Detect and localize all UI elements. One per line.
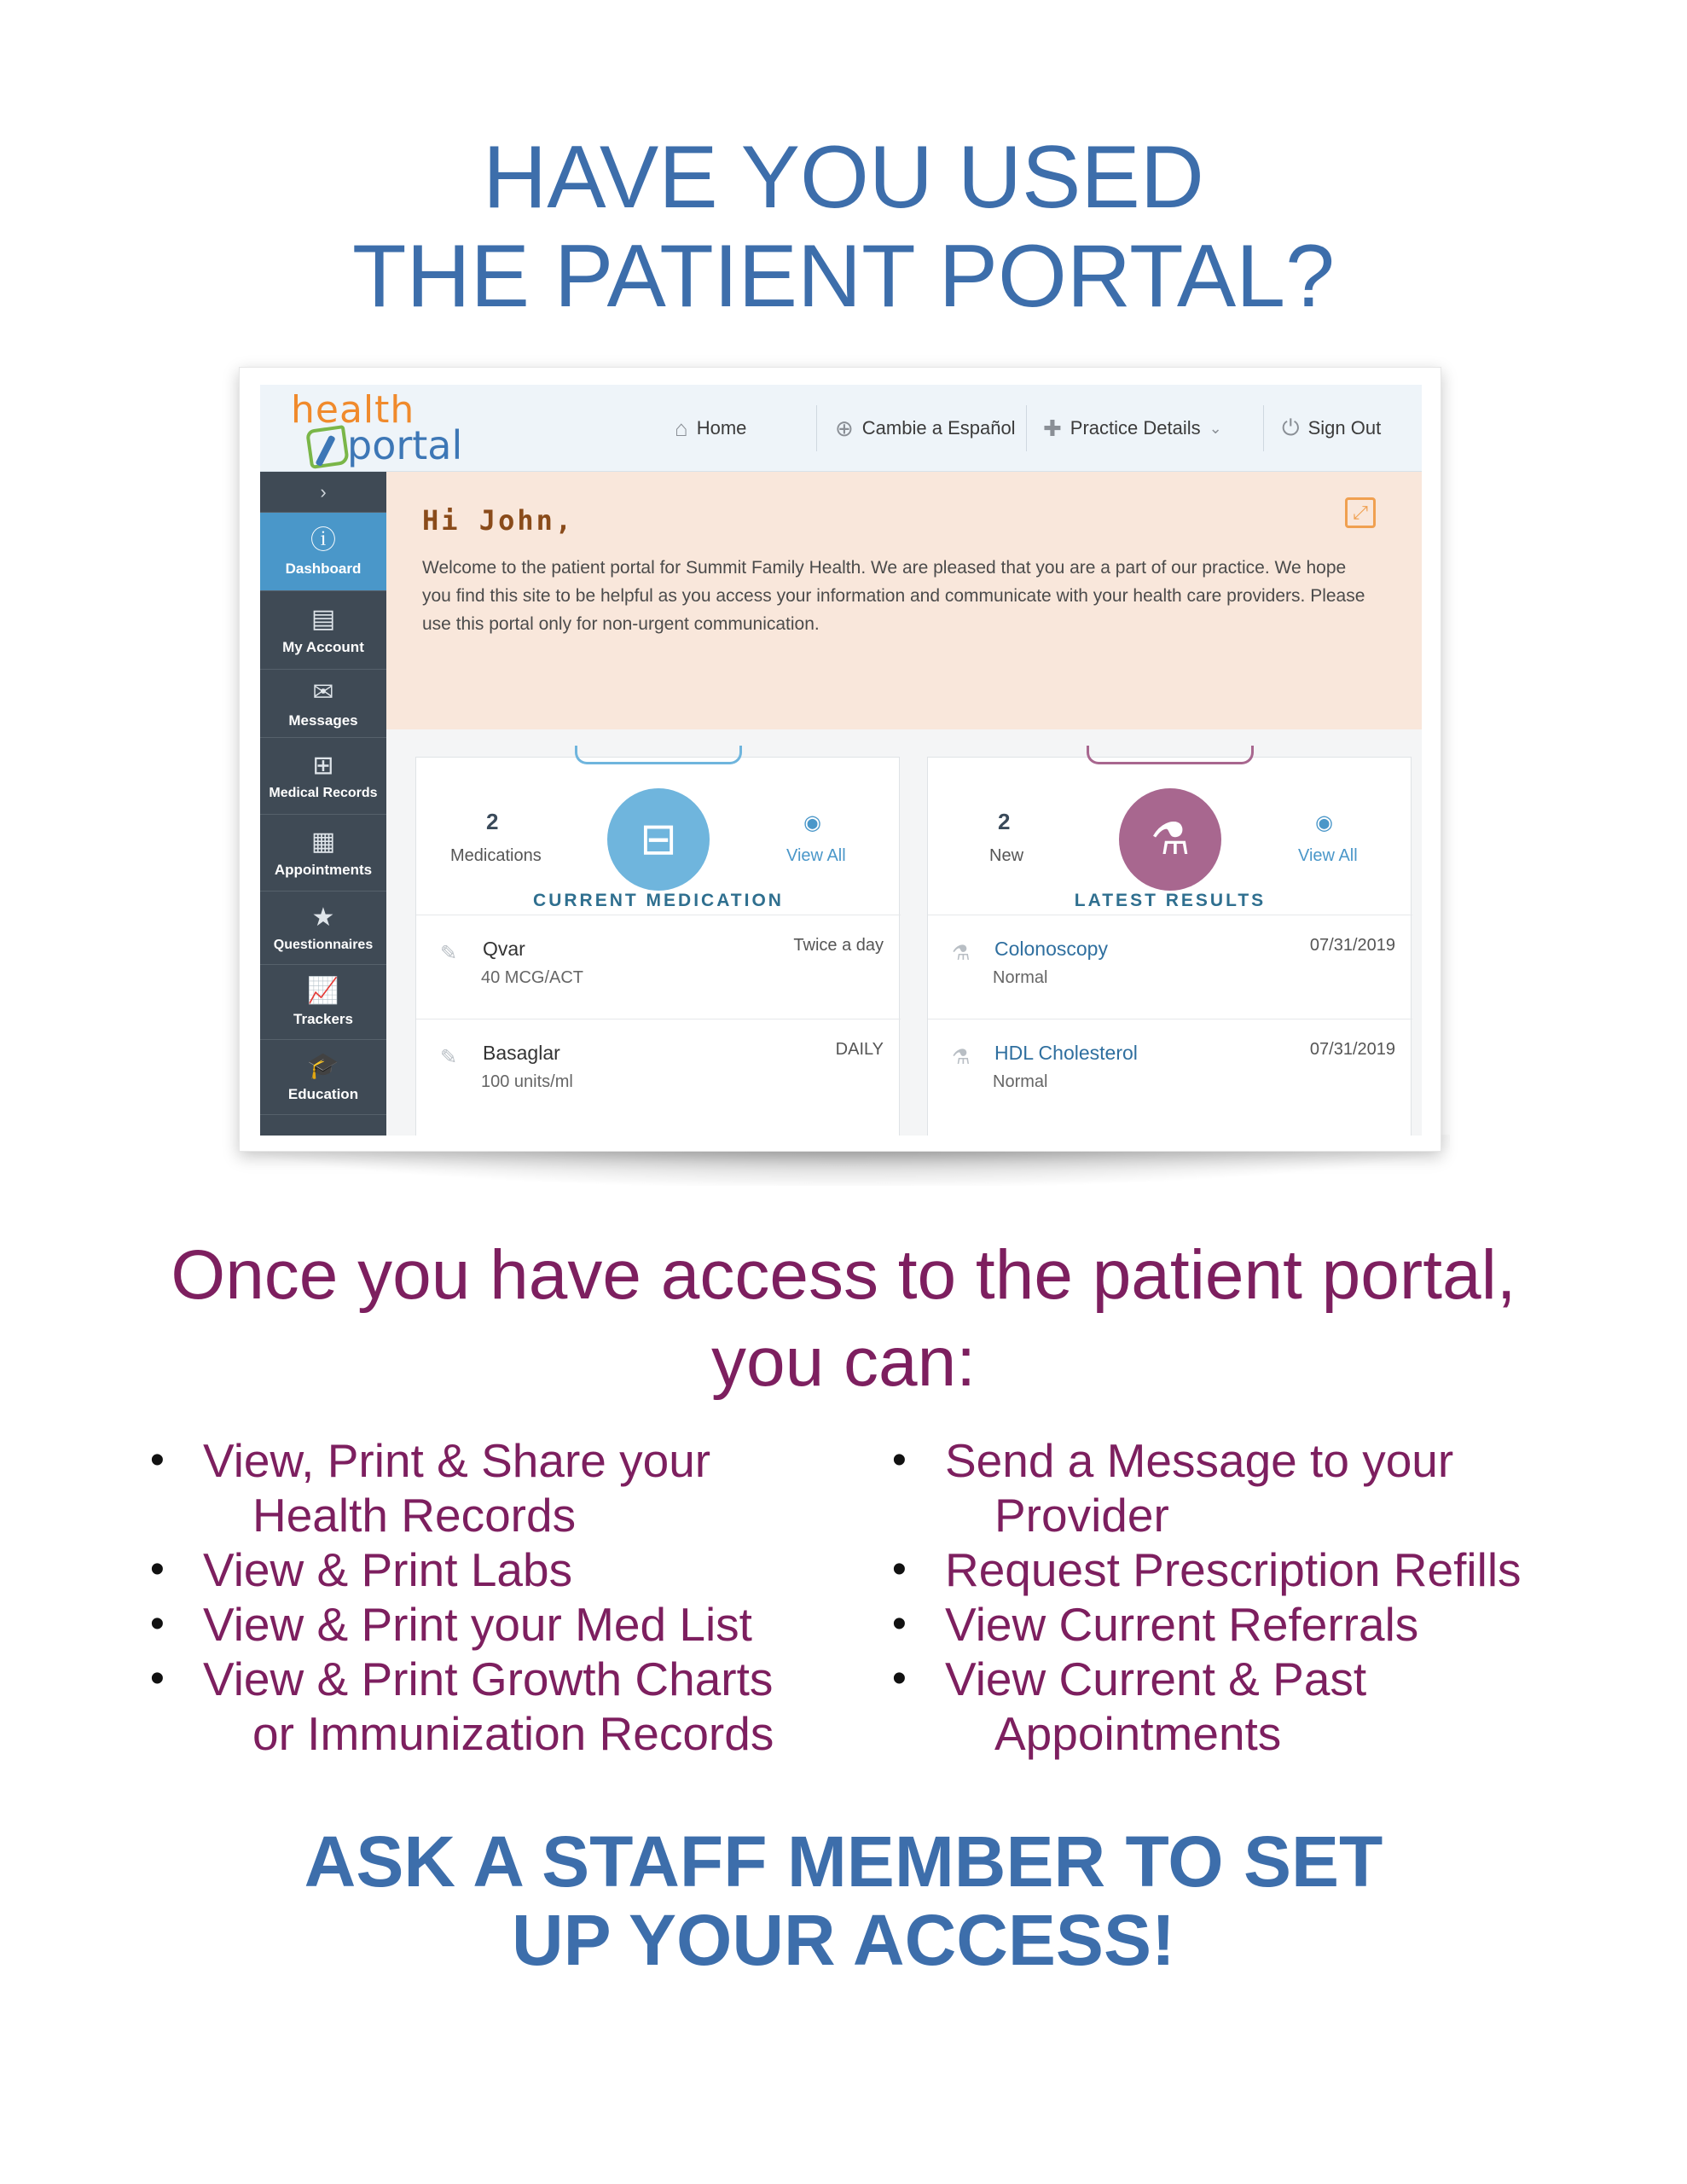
- nav-divider: [1263, 405, 1264, 451]
- feature-item: [150, 1652, 774, 1761]
- logo-text-health: health: [291, 388, 415, 432]
- feature-text: View Current Referrals: [945, 1598, 1419, 1651]
- power-icon: ⏻: [1282, 415, 1300, 440]
- nav-divider: [1026, 405, 1027, 451]
- feature-item: [892, 1597, 1522, 1652]
- flask-icon: ⚗: [952, 1046, 971, 1069]
- welcome-message: Welcome to the patient portal for Summit Family Health. We are pleased that you are a part of our practice. We hope you find this site to be helpful as you access your information and communicate with your health care providers. Please use this portal only for non-urgent communication.: [422, 558, 1365, 634]
- feature-text: View & Print Growth Charts: [203, 1653, 774, 1705]
- feature-text: View & Print your Med List: [203, 1598, 752, 1651]
- feature-text-continued: Provider: [994, 1489, 1169, 1542]
- nav-practice-details-button[interactable]: [1043, 385, 1222, 472]
- sidebar-item-trackers[interactable]: [260, 965, 386, 1040]
- nav-divider: [816, 405, 817, 451]
- sidebar-item-label: Education: [287, 1085, 359, 1102]
- nav-sign-out-button[interactable]: [1282, 385, 1381, 472]
- feature-item: [150, 1433, 774, 1542]
- features-intro-line-2: you can:: [711, 1323, 976, 1401]
- result-name: HDL Cholesterol: [994, 1042, 1138, 1064]
- cta-line-1: ASK A STAFF MEMBER TO SET: [304, 1821, 1383, 1902]
- sidebar-item-label: My Account: [282, 638, 364, 655]
- logo-checkmark-icon: [305, 425, 350, 469]
- nav-home-button[interactable]: [675, 385, 746, 472]
- medication-frequency: Twice a day: [793, 936, 884, 955]
- pill-icon: ✎: [440, 1046, 458, 1069]
- portal-window: [260, 385, 1422, 1136]
- expand-icon[interactable]: ⤢: [1345, 497, 1376, 528]
- sidebar-toggle-button[interactable]: [260, 472, 386, 513]
- current-medication-card: [415, 757, 900, 1136]
- sidebar-item-label: Medical Records: [269, 785, 378, 800]
- feature-item: [892, 1652, 1522, 1761]
- call-to-action: [0, 1822, 1687, 1979]
- medication-row[interactable]: [416, 915, 901, 1019]
- current-medication-title: CURRENT MEDICATION: [533, 891, 784, 910]
- features-list-left: [150, 1433, 774, 1761]
- features-intro-line-1: Once you have access to the patient portal,: [171, 1236, 1516, 1314]
- latest-results-card: [927, 757, 1412, 1136]
- feature-item: [150, 1597, 774, 1652]
- feature-text-continued: Health Records: [252, 1489, 577, 1542]
- home-icon: ⌂: [675, 415, 688, 441]
- result-status: Normal: [993, 968, 1048, 987]
- cta-line-2: UP YOUR ACCESS!: [512, 1900, 1175, 1980]
- feature-item: [892, 1433, 1522, 1542]
- feature-text: View Current & Past: [945, 1653, 1367, 1705]
- lab-flask-icon: ⚗: [1119, 788, 1221, 891]
- results-view-all-link[interactable]: View All: [1298, 846, 1358, 865]
- medication-count: 2: [486, 809, 499, 834]
- medication-name: Basaglar: [483, 1042, 560, 1064]
- medication-name: Qvar: [483, 938, 525, 960]
- medication-dose: 40 MCG/ACT: [481, 968, 584, 987]
- calendar-icon: ▦: [310, 827, 336, 856]
- result-date: 07/31/2019: [1309, 1040, 1395, 1059]
- flask-icon: ⚗: [952, 942, 971, 965]
- health-portal-logo[interactable]: [291, 388, 478, 470]
- feature-text-continued: or Immunization Records: [252, 1707, 774, 1760]
- nav-language-label: Cambie a Español: [861, 417, 1016, 439]
- result-row[interactable]: [928, 915, 1412, 1019]
- feature-text: View, Print & Share your: [203, 1434, 711, 1487]
- pharmacy-icon: ⊟: [607, 788, 710, 891]
- results-count-label: New: [989, 846, 1024, 865]
- medication-count-label: Medications: [450, 846, 542, 865]
- eye-icon[interactable]: ◉: [1315, 811, 1333, 834]
- sidebar-item-education[interactable]: [260, 1040, 386, 1115]
- headline-line-2: THE PATIENT PORTAL?: [352, 227, 1335, 326]
- medication-view-all-link[interactable]: View All: [786, 846, 846, 865]
- globe-icon: ⊕: [835, 415, 854, 441]
- sidebar-item-dashboard[interactable]: [260, 513, 386, 591]
- portal-sidebar: [260, 472, 386, 1136]
- card-tab-results: [1087, 746, 1254, 764]
- logo-text-portal: portal: [347, 422, 463, 468]
- result-row[interactable]: [928, 1019, 1412, 1123]
- page-headline: [0, 128, 1687, 326]
- sidebar-item-label: Messages: [288, 712, 358, 729]
- medical-cross-icon: ✚: [1043, 415, 1062, 441]
- results-count: 2: [998, 809, 1011, 834]
- medication-frequency: DAILY: [835, 1040, 884, 1059]
- feature-text-continued: Appointments: [994, 1707, 1282, 1760]
- nav-practice-label: Practice Details: [1070, 417, 1201, 439]
- latest-results-title: LATEST RESULTS: [1074, 891, 1267, 910]
- nav-signout-label: Sign Out: [1307, 417, 1382, 439]
- result-status: Normal: [993, 1072, 1048, 1091]
- clipboard-star-icon: ★: [311, 903, 335, 932]
- card-tab-medication: [575, 746, 742, 764]
- medical-record-icon: ⊞: [312, 751, 334, 780]
- sidebar-item-label: Trackers: [293, 1010, 353, 1027]
- feature-item: [150, 1542, 774, 1597]
- welcome-panel: [386, 472, 1422, 729]
- nav-language-button[interactable]: [835, 385, 1016, 472]
- medication-dose: 100 units/ml: [481, 1072, 573, 1091]
- info-icon: ⓘ: [310, 526, 336, 555]
- sidebar-item-medical-records[interactable]: [260, 738, 386, 815]
- chevron-right-icon: ›: [320, 480, 327, 502]
- features-intro: [0, 1232, 1687, 1406]
- sidebar-item-label: Appointments: [274, 861, 373, 878]
- sidebar-item-my-account[interactable]: [260, 591, 386, 670]
- features-list-right: [892, 1433, 1522, 1761]
- eye-icon[interactable]: ◉: [803, 811, 821, 834]
- feature-text: View & Print Labs: [203, 1543, 573, 1596]
- sidebar-item-label: Dashboard: [285, 560, 362, 577]
- sidebar-item-questionnaires[interactable]: [260, 892, 386, 965]
- document-icon: ▤: [310, 604, 336, 633]
- pill-icon: ✎: [440, 942, 458, 965]
- welcome-greeting: Hi John,: [422, 504, 575, 537]
- feature-text: Send a Message to your: [945, 1434, 1454, 1487]
- feature-item: [892, 1542, 1522, 1597]
- portal-screenshot: [239, 367, 1441, 1152]
- sidebar-item-appointments[interactable]: [260, 815, 386, 892]
- chart-icon: 📈: [307, 976, 339, 1005]
- feature-text: Request Prescription Refills: [945, 1543, 1522, 1596]
- result-date: 07/31/2019: [1309, 936, 1395, 955]
- sidebar-item-messages[interactable]: [260, 670, 386, 738]
- portal-header: [260, 385, 1422, 472]
- sidebar-item-label: Questionnaires: [273, 937, 374, 952]
- graduation-cap-icon: 🎓: [307, 1051, 339, 1080]
- envelope-icon: ✉: [312, 677, 334, 706]
- nav-home-label: Home: [696, 417, 747, 439]
- result-name: Colonoscopy: [994, 938, 1108, 960]
- medication-row[interactable]: [416, 1019, 901, 1123]
- chevron-down-icon: ⌄: [1209, 419, 1222, 437]
- headline-line-1: HAVE YOU USED: [483, 128, 1204, 227]
